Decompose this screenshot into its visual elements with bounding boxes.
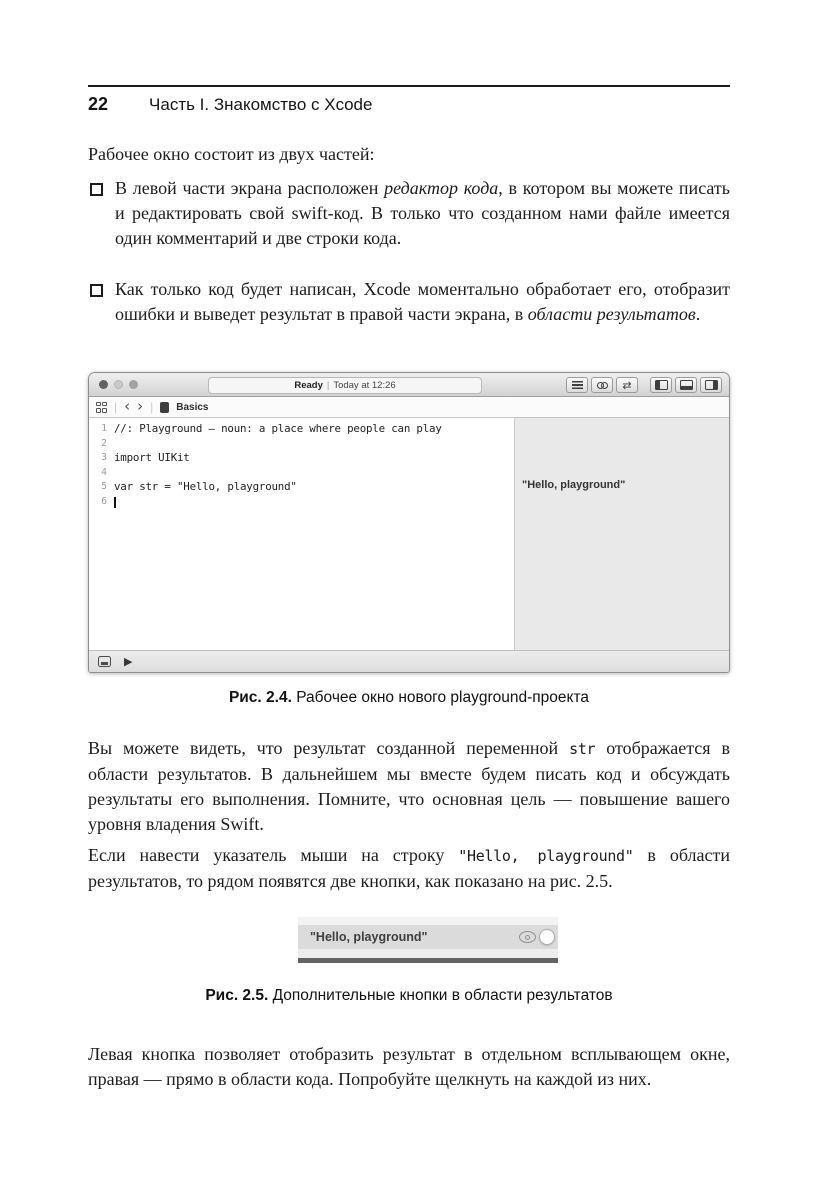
text-segment: , в котором вы можете писать и редактировать свой swift-код. В только что созданном нами файле имеется один комментарий и две строки кода. xyxy=(115,178,730,248)
text-segment: редактор кода xyxy=(384,178,499,198)
text-segment: Вы можете видеть, что результат созданной переменной xyxy=(88,738,570,758)
book-page xyxy=(88,0,730,1200)
line-number: 1 xyxy=(101,423,107,434)
zoom-button[interactable] xyxy=(129,380,138,389)
code-line[interactable] xyxy=(89,437,514,452)
line-number: 5 xyxy=(101,481,107,492)
header-rule xyxy=(88,85,730,87)
bullet-text xyxy=(115,279,730,324)
code-line[interactable] xyxy=(89,466,514,481)
traffic-lights xyxy=(99,380,138,389)
paragraph-after-fig24 xyxy=(88,736,730,837)
line-number: 6 xyxy=(101,495,107,507)
window-edge-strip xyxy=(298,958,558,963)
code-line[interactable] xyxy=(89,480,514,495)
debug-bar xyxy=(89,650,729,672)
version-editor-button[interactable] xyxy=(616,377,638,393)
figure-2-5-caption xyxy=(88,987,730,1005)
inline-result-value[interactable]: "Hello, playground" xyxy=(522,479,626,491)
inspector-panel-icon xyxy=(705,380,718,390)
square-bullet-icon xyxy=(90,183,103,196)
running-header xyxy=(88,94,730,115)
caption-text: Дополнительные кнопки в области результатов xyxy=(268,987,613,1004)
status-separator: | xyxy=(326,379,330,391)
run-button[interactable]: ▶ xyxy=(124,655,133,668)
separator: | xyxy=(114,400,118,414)
text-segment: отображается в области результатов. В дальнейшем мы вместе будем писать код и обсуждать результаты его выполнения. Помните, что основная цель — повышение вашего уровня владения Swift. xyxy=(88,738,730,834)
bullet-text xyxy=(115,178,730,248)
code-line[interactable] xyxy=(89,495,514,510)
quick-look-eye-icon[interactable] xyxy=(519,931,536,943)
related-items-grid-icon[interactable] xyxy=(96,402,107,413)
code-line[interactable] xyxy=(89,422,514,437)
inspector-toggle-button[interactable] xyxy=(700,377,722,393)
text-segment: Рабочее окно состоит из двух частей: xyxy=(88,144,375,164)
debug-area-toggle-button[interactable] xyxy=(675,377,697,393)
editor-area xyxy=(89,418,729,650)
navigator-panel-icon xyxy=(655,380,668,390)
text-segment: Левая кнопка позволяет отобразить результат в отдельном всплывающем окне, правая — прямо в области кода. Попробуйте щелкнуть на каждой из них. xyxy=(88,1044,730,1089)
assistant-editor-icon xyxy=(597,382,608,389)
text-segment: Если навести указатель мыши на строку xyxy=(88,845,459,865)
activity-viewer xyxy=(208,377,482,394)
assistant-editor-button[interactable] xyxy=(591,377,613,393)
window-titlebar[interactable] xyxy=(89,373,729,397)
results-area-background xyxy=(298,917,558,925)
minimize-button[interactable] xyxy=(114,380,123,389)
text-segment: . xyxy=(695,304,701,324)
status-time-label: Today at 12:26 xyxy=(333,379,396,391)
line-number: 2 xyxy=(101,437,107,449)
page-number: 22 xyxy=(88,94,109,114)
results-sidebar xyxy=(514,418,729,650)
text-segment: Как только код будет написан, Xcode моментально обработает его, отобразит ошибки и выведет результат в правой части экрана, в xyxy=(115,279,730,324)
figure-2-4-xcode-window xyxy=(88,372,730,673)
line-number: 4 xyxy=(101,466,107,478)
line-number: 3 xyxy=(101,452,107,463)
back-arrow-icon[interactable]: ‹ xyxy=(124,396,131,415)
text-segment: в области результатов, то рядом появятся две кнопки, как показано на рис. 2.5. xyxy=(88,845,730,891)
caption-text: Рабочее окно нового playground-проекта xyxy=(291,689,590,706)
figure-2-4-caption xyxy=(88,689,730,707)
text-cursor xyxy=(114,497,116,508)
code-text: import UIKit xyxy=(114,451,190,464)
forward-arrow-icon[interactable]: › xyxy=(137,396,144,415)
result-text: "Hello, playground" xyxy=(310,930,428,944)
code-text: var str = "Hello, playground" xyxy=(114,480,297,493)
paragraph-hover-hint xyxy=(88,843,730,894)
toolbar-buttons xyxy=(566,377,722,393)
standard-editor-icon xyxy=(572,381,583,389)
text-segment: области результатов xyxy=(527,304,696,324)
caption-label: Рис. 2.5. xyxy=(205,987,269,1004)
chapter-title: Часть I. Знакомство с Xcode xyxy=(149,95,373,114)
status-ready-label: Ready xyxy=(294,379,323,391)
show-result-inline-button[interactable] xyxy=(539,929,555,945)
separator: | xyxy=(150,400,154,414)
navigator-toggle-button[interactable] xyxy=(650,377,672,393)
playground-file-icon xyxy=(160,402,169,413)
text-segment: В левой части экрана расположен xyxy=(115,178,385,198)
bullet-item-editor xyxy=(88,176,730,251)
code-line[interactable] xyxy=(89,451,514,466)
square-bullet-icon xyxy=(90,284,103,297)
jump-bar xyxy=(89,397,729,418)
paragraph-closing xyxy=(88,1042,730,1092)
console-toggle-icon[interactable] xyxy=(98,656,111,667)
hovered-result-row[interactable] xyxy=(298,925,558,949)
result-row-buttons xyxy=(519,929,555,945)
breadcrumb-file-name[interactable]: Basics xyxy=(176,401,209,413)
code-editor[interactable] xyxy=(89,418,514,650)
caption-label: Рис. 2.4. xyxy=(228,689,292,706)
code-text: //: Playground — noun: a place where people can play xyxy=(114,422,442,435)
figure-2-5-result-row xyxy=(298,917,558,963)
results-area-background xyxy=(298,949,558,958)
text-segment: str xyxy=(569,740,596,758)
text-segment: "Hello, playground" xyxy=(458,847,634,865)
standard-editor-button[interactable] xyxy=(566,377,588,393)
close-button[interactable] xyxy=(99,380,108,389)
debug-panel-icon xyxy=(680,380,693,390)
paragraph-intro xyxy=(88,142,730,167)
version-editor-icon: ⇄ xyxy=(622,378,632,392)
bullet-item-results xyxy=(88,277,730,327)
